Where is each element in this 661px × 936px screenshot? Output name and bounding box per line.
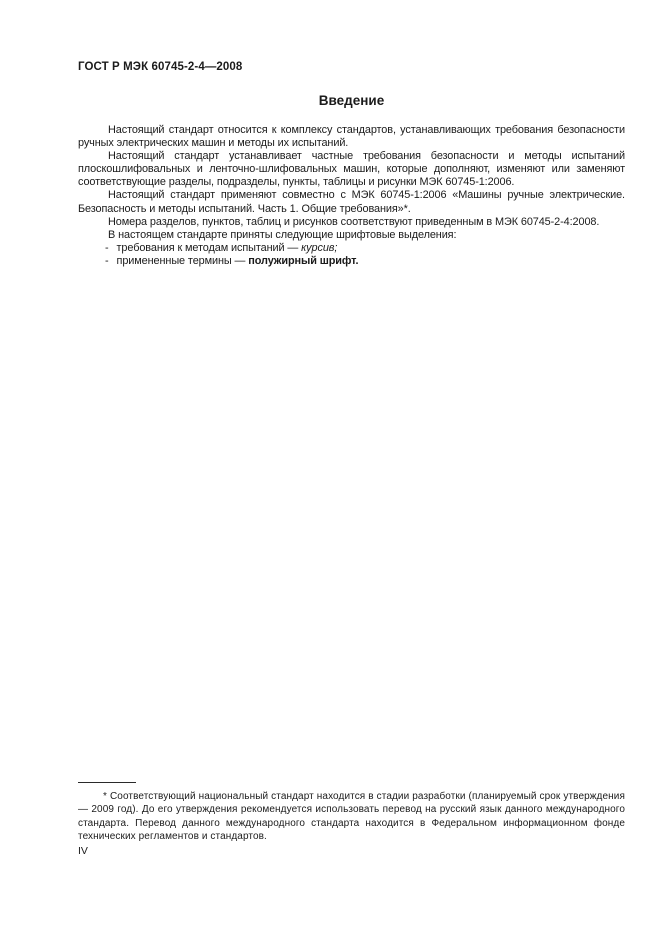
footnote-separator [78,782,136,783]
paragraph-5: В настоящем стандарте приняты следующие шрифтовые выделения: [108,228,457,241]
footnote-body: Соответствующий национальный стандарт находится в стадии разработки (планируемый срок утверждения — 2009 год). До его утверждения рекомендуется использовать перевод на русский язык данного международного стандарта. Перевод данного международного стандарта находится в Федеральном информационном фонде технических регламентов и стандартов. [78,791,625,843]
page-number: IV [78,845,88,857]
footnote [78,782,625,844]
paragraph-1: Настоящий стандарт относится к комплексу стандартов, устанавливающих требования безопасности ручных электрических машин и методы их испытаний. [78,124,625,150]
list-item-italic-term: курсив; [301,241,338,254]
footnote-marker: * [103,791,107,802]
paragraph-3: Настоящий стандарт применяют совместно с МЭК 60745-1:2006 «Машины ручные электрические. Безопасность и методы испытаний. Часть 1. Общие требования»*. [78,189,625,215]
footnote-text [78,790,625,844]
list-marker: - [105,241,109,254]
list-item-text: требования к методам испытаний — [116,241,302,254]
document-code-header: ГОСТ Р МЭК 60745-2-4—2008 [78,61,243,73]
paragraph-4: Номера разделов, пунктов, таблиц и рисунков соответствуют приведенным в МЭК 60745-2-4:2008. [108,215,600,228]
list-item [78,242,625,255]
section-title: Введение [318,93,385,108]
paragraph-2: Настоящий стандарт устанавливает частные требования безопасности и методы испытаний плоскошлифовальных и ленточно-шлифовальных машин, которые дополняют, изменяют или заменяют соответствующие разделы, подразделы, пункты, таблицы и рисунки МЭК 60745-1:2006. [78,150,625,189]
page-content [78,0,625,268]
list-item-bold-term: полужирный шрифт. [248,254,359,267]
list-item [78,255,625,268]
list-marker: - [105,254,109,267]
body-text [78,124,625,268]
list-item-text: примененные термины — [116,254,249,267]
